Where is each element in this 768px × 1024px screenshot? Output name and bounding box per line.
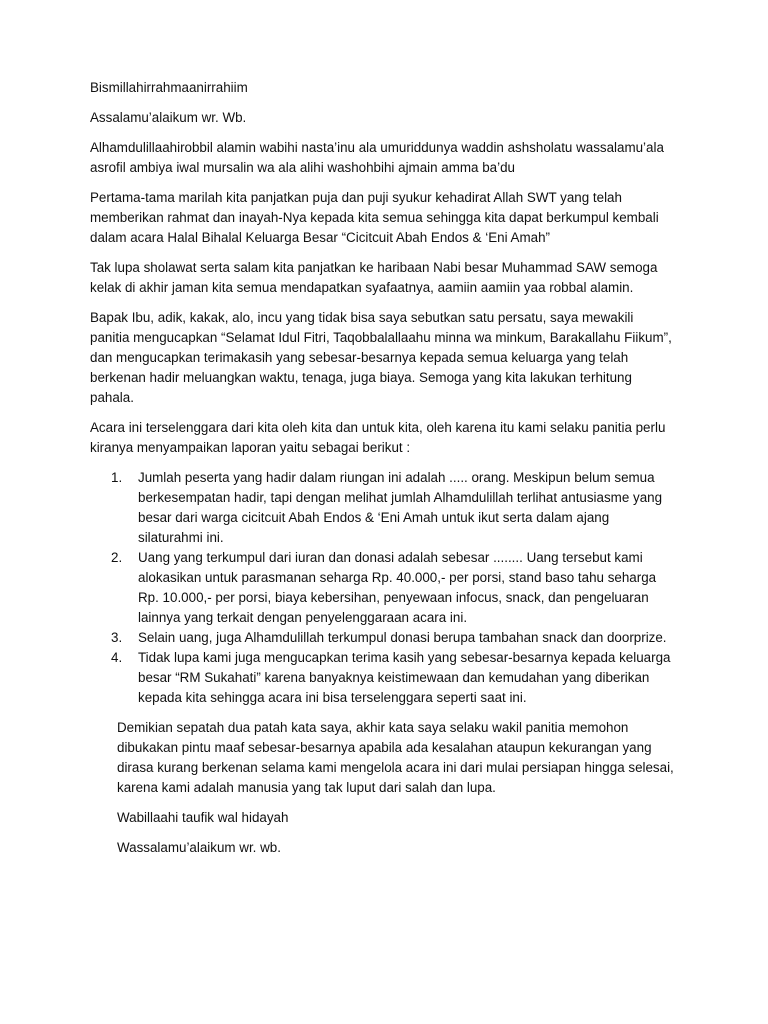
list-item-text: Uang yang terkumpul dari iuran dan donasi adalah sebesar ........ Uang tersebut kami alokasikan untuk parasmanan seharga Rp. 40.000,- per porsi, stand baso tahu seharga Rp. 10.000,- per porsi, biaya kebersihan, penyewaan infocus, snack, dan pengeluaran lainnya yang terkait dengan penyelenggaraan acara ini.	[138, 550, 657, 625]
list-item-number: 4.	[111, 650, 123, 665]
opening-basmalah: Bismillahirrahmaanirrahiim	[90, 80, 248, 95]
closing-doa: Wabillaahi taufik wal hidayah	[117, 810, 289, 825]
paragraph-sholawat: Tak lupa sholawat serta salam kita panjatkan ke haribaan Nabi besar Muhammad SAW semoga kelak di akhir jaman kita semua mendapatkan syafaatnya, aamiin aamiin yaa robbal alamin.	[90, 260, 658, 295]
list-item	[90, 468, 676, 548]
closing-salam: Wassalamu’alaikum wr. wb.	[117, 840, 281, 855]
paragraph-laporan: Acara ini terselenggara dari kita oleh kita dan untuk kita, oleh karena itu kami selaku panitia perlu kiranya menyampaikan laporan yaitu sebagai berikut :	[90, 420, 666, 455]
greeting-salam: Assalamu’alaikum wr. Wb.	[90, 110, 247, 125]
list-item-text: Tidak lupa kami juga mengucapkan terima kasih yang sebesar-besarnya kepada keluarga besar “RM Sukahati” karena banyaknya keistimewaan dan kemudahan yang diberikan kepada kita sehingga acara ini bisa terselenggara seperti saat ini.	[138, 650, 671, 705]
report-list	[90, 468, 676, 708]
paragraph-syukur: Pertama-tama marilah kita panjatkan puja dan puji syukur kehadirat Allah SWT yang telah memberikan rahmat dan inayah-Nya kepada kita semua sehingga kita dapat berkumpul kembali dalam acara Halal Bihalal Keluarga Besar “Cicitcuit Abah Endos & ‘Eni Amah”	[90, 190, 659, 245]
paragraph-ucapan: Bapak Ibu, adik, kakak, alo, incu yang tidak bisa saya sebutkan satu persatu, saya mewakili panitia mengucapkan “Selamat Idul Fitri, Taqobbalallaahu minna wa minkum, Barakallahu Fiikum”, dan mengucapkan terimakasih yang sebesar-besarnya kepada semua keluarga yang telah berkenan hadir meluangkan waktu, tenaga, juga biaya. Semoga yang kita lakukan terhitung pahala.	[90, 310, 672, 405]
list-item	[90, 648, 676, 708]
list-item-number: 3.	[111, 630, 123, 645]
paragraph-doa: Alhamdulillaahirobbil alamin wabihi nasta’inu ala umuriddunya waddin ashsholatu wassalamu’ala asrofil ambiya iwal mursalin wa ala alihi washohbihi ajmain amma ba’du	[90, 140, 664, 175]
list-item	[90, 548, 676, 628]
paragraph-penutup: Demikian sepatah dua patah kata saya, akhir kata saya selaku wakil panitia memohon dibukakan pintu maaf sebesar-besarnya apabila ada kesalahan ataupun kekurangan yang dirasa kurang berkenan selama kami mengelola acara ini dari mulai persiapan hingga selesai, karena kami adalah manusia yang tak luput dari salah dan lupa.	[117, 720, 674, 795]
list-item	[90, 628, 676, 648]
document-body	[90, 78, 676, 868]
list-item-text: Jumlah peserta yang hadir dalam riungan ini adalah ..... orang. Meskipun belum semua berkesempatan hadir, tapi dengan melihat jumlah Alhamdulillah terlihat antusiasme yang besar dari warga cicitcuit Abah Endos & ‘Eni Amah untuk ikut serta dalam ajang silaturahmi ini.	[138, 470, 663, 545]
list-item-number: 2.	[111, 550, 123, 565]
list-item-number: 1.	[111, 470, 123, 485]
list-item-text: Selain uang, juga Alhamdulillah terkumpul donasi berupa tambahan snack dan doorprize.	[138, 630, 667, 645]
